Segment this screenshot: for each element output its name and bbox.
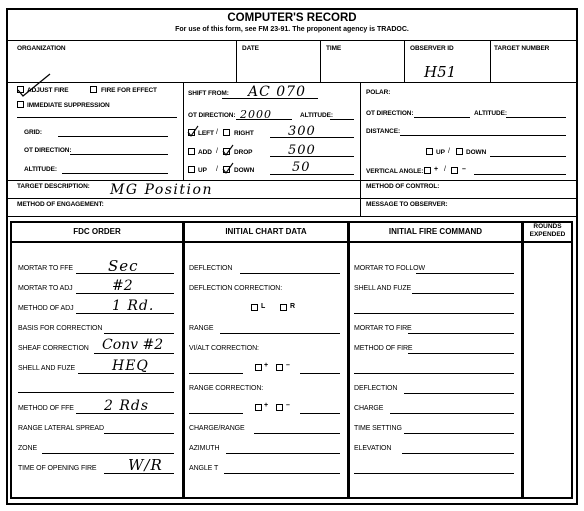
- vertical-angle-minus-label: –: [462, 166, 466, 173]
- immediate-suppression-label: IMMEDIATE SUPPRESSION: [27, 102, 110, 109]
- vertical-angle-minus-checkbox[interactable]: [451, 167, 458, 174]
- grid-label: GRID:: [24, 129, 42, 136]
- time-setting-label: TIME SETTING: [354, 425, 402, 432]
- vertical-angle-plus-checkbox[interactable]: [424, 167, 431, 174]
- shell-and-fuze-label: SHELL AND FUZE: [18, 365, 76, 372]
- polar-label: POLAR:: [366, 89, 391, 96]
- deflection-r-checkbox[interactable]: [280, 304, 287, 311]
- ot-direction-label: OT DIRECTION:: [24, 147, 72, 154]
- range-correction-plus-checkbox[interactable]: [255, 404, 262, 411]
- organization-label: ORGANIZATION: [17, 45, 66, 52]
- rounds-expended-heading-line2: EXPENDED: [529, 231, 566, 238]
- deflection-correction-label: DEFLECTION CORRECTION:: [189, 285, 283, 292]
- target-description-label: TARGET DESCRIPTION:: [17, 183, 90, 190]
- method-of-adj-value[interactable]: 1 Rd.: [112, 298, 155, 314]
- rounds-expended-heading-line1: ROUNDS: [533, 223, 562, 230]
- mortar-to-follow-label: MORTAR TO FOLLOW: [354, 265, 426, 272]
- rounds-expended-section: [522, 221, 573, 499]
- polar-up-checkbox[interactable]: [426, 148, 433, 155]
- elevation-label: ELEVATION: [354, 445, 392, 452]
- fdc-order-heading: FDC ORDER: [73, 227, 121, 236]
- mortar-to-adj-value[interactable]: #2: [112, 278, 133, 294]
- range-lateral-spread-label: RANGE LATERAL SPREAD: [18, 425, 104, 432]
- adjust-fire-label: ADJUST FIRE: [27, 87, 69, 94]
- time-of-opening-fire-label: TIME OF OPENING FIRE: [18, 465, 97, 472]
- polar-down-label: DOWN: [466, 149, 487, 156]
- slash-separator: /: [448, 148, 450, 155]
- fire-command-shell-and-fuze-label: SHELL AND FUZE: [354, 285, 412, 292]
- up-label: UP: [198, 167, 207, 174]
- time-label: TIME: [326, 45, 342, 52]
- method-of-ffe-value[interactable]: 2 Rds: [104, 398, 150, 414]
- range-correction-minus-label: –: [286, 402, 290, 409]
- initial-chart-data-section: [183, 221, 349, 499]
- initial-chart-data-heading: INITIAL CHART DATA: [225, 227, 307, 236]
- vertical-angle-plus-label: +: [434, 166, 438, 173]
- vi-alt-minus-label: –: [286, 362, 290, 369]
- form-title: COMPUTER'S RECORD: [227, 12, 357, 24]
- shift-from-label: SHIFT FROM:: [188, 90, 229, 97]
- fire-for-effect-label: FIRE FOR EFFECT: [101, 87, 157, 94]
- time-of-opening-fire-value[interactable]: W/R: [128, 456, 163, 474]
- altitude-label: ALTITUDE:: [24, 166, 57, 173]
- right-checkbox[interactable]: [223, 129, 230, 136]
- shell-and-fuze-value[interactable]: HEQ: [112, 358, 149, 374]
- initial-fire-command-section: [348, 221, 523, 499]
- vertical-angle-label: VERTICAL ANGLE:: [366, 168, 424, 175]
- initial-fire-command-heading: INITIAL FIRE COMMAND: [388, 227, 483, 236]
- observer-id-value[interactable]: H51: [424, 63, 457, 81]
- charge-label: CHARGE: [354, 405, 384, 412]
- method-of-control-label: METHOD OF CONTROL:: [366, 183, 440, 190]
- method-of-adj-label: METHOD OF ADJ: [18, 305, 74, 312]
- polar-up-label: UP: [436, 149, 445, 156]
- slash-separator: /: [216, 166, 218, 173]
- deflection-label: DEFLECTION: [189, 265, 233, 272]
- vi-alt-plus-label: +: [264, 362, 268, 369]
- vi-alt-correction-label: VI/ALT CORRECTION:: [189, 345, 259, 352]
- range-correction-plus-label: +: [264, 402, 268, 409]
- down-label: DOWN: [234, 167, 255, 174]
- add-label: ADD: [198, 149, 212, 156]
- charge-range-label: CHARGE/RANGE: [189, 425, 245, 432]
- range-correction-label: RANGE CORRECTION:: [189, 385, 264, 392]
- shift-altitude-label: ALTITUDE:: [300, 112, 333, 119]
- down-check-mark: [221, 161, 235, 175]
- sheaf-correction-label: SHEAF CORRECTION: [18, 345, 89, 352]
- range-label: RANGE: [189, 325, 214, 332]
- fire-for-effect-checkbox[interactable]: [90, 86, 97, 93]
- shift-ot-direction-label: OT DIRECTION:: [188, 112, 236, 119]
- range-correction-minus-checkbox[interactable]: [276, 404, 283, 411]
- zone-label: ZONE: [18, 445, 38, 452]
- slash-separator: /: [216, 148, 218, 155]
- form-subtitle: For use of this form, see FM 23-91. The proponent agency is TRADOC.: [175, 26, 409, 33]
- sheaf-correction-value[interactable]: Conv #2: [102, 337, 164, 353]
- angle-t-label: ANGLE T: [189, 465, 219, 472]
- right-label: RIGHT: [234, 130, 254, 137]
- method-of-ffe-label: METHOD OF FFE: [18, 405, 74, 412]
- deflection-l-label: L: [261, 303, 266, 310]
- azimuth-label: AZIMUTH: [189, 445, 220, 452]
- method-of-fire-label: METHOD OF FIRE: [354, 345, 413, 352]
- immediate-suppression-checkbox[interactable]: [17, 101, 24, 108]
- distance-label: DISTANCE:: [366, 128, 401, 135]
- up-checkbox[interactable]: [188, 166, 195, 173]
- left-right-value[interactable]: 300: [288, 124, 316, 139]
- shift-ot-direction-value[interactable]: 2000: [240, 108, 272, 121]
- shift-from-value[interactable]: AC 070: [248, 84, 306, 100]
- mortar-to-ffe-label: MORTAR TO FFE: [18, 265, 73, 272]
- add-checkbox[interactable]: [188, 148, 195, 155]
- observer-id-label: OBSERVER ID: [410, 45, 454, 52]
- up-down-value[interactable]: 50: [292, 160, 311, 175]
- drop-check-mark: [221, 143, 235, 157]
- vi-alt-plus-checkbox[interactable]: [255, 364, 262, 371]
- mortar-to-adj-label: MORTAR TO ADJ: [18, 285, 73, 292]
- drop-label: DROP: [234, 149, 253, 156]
- deflection-r-label: R: [290, 303, 295, 310]
- slash-separator: /: [444, 166, 446, 173]
- polar-down-checkbox[interactable]: [456, 148, 463, 155]
- deflection-l-checkbox[interactable]: [251, 304, 258, 311]
- mortar-to-ffe-value[interactable]: Sec: [108, 257, 139, 275]
- slash-separator: /: [216, 129, 218, 136]
- target-description-value[interactable]: MG Position: [110, 182, 213, 198]
- method-of-engagement-label: METHOD OF ENGAGEMENT:: [17, 201, 104, 208]
- mortar-to-fire-label: MORTAR TO FIRE: [354, 325, 412, 332]
- vi-alt-minus-checkbox[interactable]: [276, 364, 283, 371]
- target-number-label: TARGET NUMBER: [494, 45, 550, 52]
- message-to-observer-label: MESSAGE TO OBSERVER:: [366, 201, 448, 208]
- basis-for-correction-label: BASIS FOR CORRECTION: [18, 325, 103, 332]
- polar-ot-direction-label: OT DIRECTION:: [366, 110, 414, 117]
- polar-altitude-label: ALTITUDE:: [474, 110, 507, 117]
- fire-command-deflection-label: DEFLECTION: [354, 385, 398, 392]
- left-label: LEFT: [198, 130, 214, 137]
- add-drop-value[interactable]: 500: [288, 143, 316, 158]
- date-label: DATE: [242, 45, 259, 52]
